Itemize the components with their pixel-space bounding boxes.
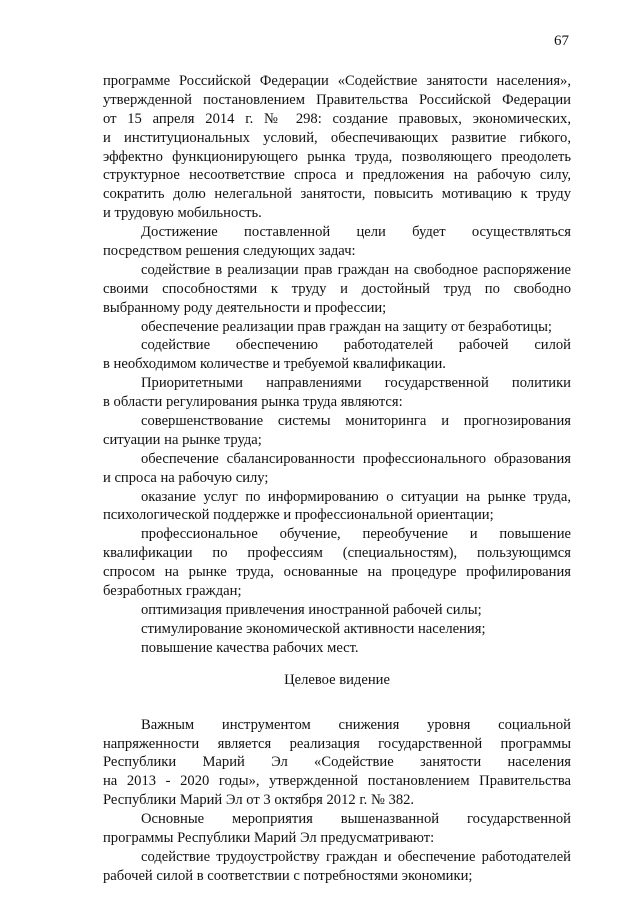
- text-line: сократить долю нелегальной занятости, повысить мотивацию к труду: [103, 186, 571, 203]
- text-line: напряженности является реализация государственной программы: [103, 735, 571, 752]
- text-line: оказание услуг по информированию о ситуации на рынке труда,: [141, 488, 571, 505]
- text-line: программы Республики Марий Эл предусматривают:: [103, 829, 435, 846]
- text-line: на 2013 - 2020 годы», утвержденной постановлением Правительства: [103, 773, 571, 790]
- text-line: содействие трудоустройству граждан и обеспечение работодателей: [141, 848, 571, 865]
- text-line: посредством решения следующих задач:: [103, 243, 356, 260]
- text-line: совершенствование системы мониторинга и прогнозирования: [141, 413, 571, 430]
- section-before-heading: [103, 72, 571, 658]
- body-text: [103, 72, 571, 886]
- text-line: в необходимом количестве и требуемой квалификации.: [103, 356, 446, 373]
- text-line: Достижение поставленной цели будет осуществляться: [141, 224, 571, 241]
- text-line: профессиональное обучение, переобучение и повышение: [141, 526, 571, 543]
- text-line: выбранному роду деятельности и профессии;: [103, 299, 387, 316]
- page-number: 67: [554, 33, 569, 49]
- text-line: Приоритетными направлениями государственной политики: [141, 375, 571, 392]
- text-line: рабочей силой в соответствии с потребностями экономики;: [103, 867, 473, 884]
- text-line: Основные мероприятия вышеназванной государственной: [141, 811, 571, 828]
- text-line: спросом на рынке труда, основанные на процедуре профилирования: [103, 564, 571, 581]
- text-line: утвержденной постановлением Правительства Российской Федерации: [103, 91, 571, 108]
- text-line: обеспечение сбалансированности профессионального образования: [141, 450, 571, 467]
- text-line: своими способностями к труду и достойный труд по свободно: [103, 280, 571, 297]
- text-line: стимулирование экономической активности населения;: [141, 620, 486, 637]
- text-line: в области регулирования рынка труда являются:: [103, 394, 403, 411]
- text-line: психологической поддержке и профессиональной ориентации;: [103, 507, 494, 524]
- text-line: ситуации на рынке труда;: [103, 431, 262, 448]
- text-line: Республики Марий Эл «Содействие занятости населения: [103, 754, 571, 771]
- section-heading: Целевое видение: [284, 671, 390, 688]
- text-line: содействие в реализации прав граждан на свободное распоряжение: [141, 261, 571, 278]
- text-line: Республики Марий Эл от 3 октября 2012 г. № 382.: [103, 792, 415, 809]
- text-line: повышение качества рабочих мест.: [141, 639, 359, 656]
- text-line: квалификации по профессиям (специальностям), пользующимся: [103, 545, 571, 562]
- text-line: содействие обеспечению работодателей рабочей силой: [141, 337, 571, 354]
- text-line: обеспечение реализации прав граждан на защиту от безработицы;: [141, 318, 552, 335]
- text-line: Важным инструментом снижения уровня социальной: [141, 716, 571, 733]
- text-line: от 15 апреля 2014 г. № 298: создание правовых, экономических,: [103, 110, 571, 127]
- text-line: программе Российской Федерации «Содействие занятости населения»,: [103, 73, 571, 89]
- text-line: и трудовую мобильность.: [103, 205, 262, 222]
- text-line: безработных граждан;: [103, 583, 242, 600]
- text-line: эффектно функционирующего рынка труда, позволяющего преодолеть: [103, 148, 571, 165]
- text-line: структурное несоответствие спроса и предложения на рабочую силу,: [103, 167, 571, 184]
- text-line: оптимизация привлечения иностранной рабочей силы;: [141, 601, 482, 618]
- section-after-heading: [103, 716, 571, 886]
- text-line: и институциональных условий, обеспечивающих развитие гибкого,: [103, 129, 571, 146]
- text-line: и спроса на рабочую силу;: [103, 469, 269, 486]
